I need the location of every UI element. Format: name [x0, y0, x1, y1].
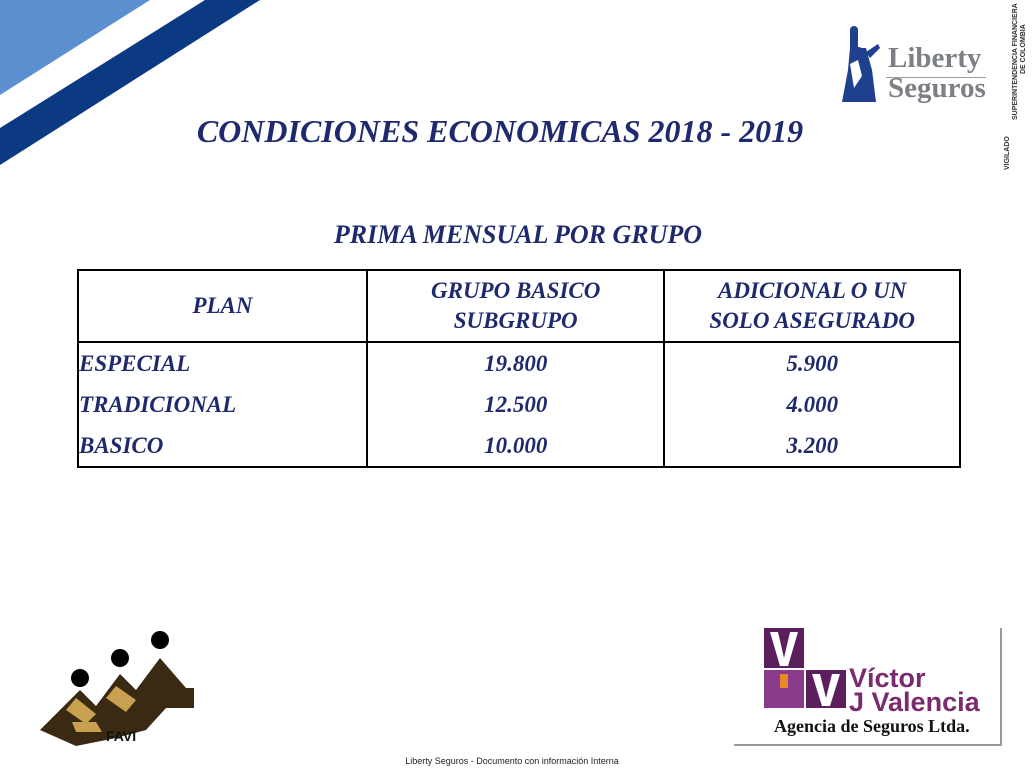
adicional-cell: 4.000 [664, 384, 960, 425]
premium-table [77, 269, 961, 468]
plan-cell: BASICO [78, 425, 367, 467]
grupo-basico-cell: 10.000 [367, 425, 664, 467]
page-title: CONDICIONES ECONOMICAS 2018 - 2019 [196, 113, 804, 149]
agency-subtitle: Agencia de Seguros Ltda. [774, 716, 970, 736]
statue-of-liberty-icon [828, 28, 884, 106]
liberty-word: Liberty [888, 42, 982, 74]
table-row [78, 425, 960, 467]
header-adicional-text: ADICIONAL O UN SOLO ASEGURADO [709, 278, 915, 333]
vigilado-label: VIGILADO [1004, 136, 1011, 170]
favi-label: FAVI [106, 728, 137, 744]
plan-cell: TRADICIONAL [78, 384, 367, 425]
favi-logo [36, 628, 201, 748]
footer-note: Liberty Seguros - Documento con información Interna [405, 756, 619, 766]
adicional-cell: 3.200 [664, 425, 960, 467]
liberty-seguros-logo [828, 28, 988, 108]
table-row [78, 342, 960, 384]
agency-name-line1: Víctor [849, 663, 926, 693]
grupo-basico-cell: 12.500 [367, 384, 664, 425]
header-plan: PLAN [78, 270, 367, 342]
header-adicional [664, 270, 960, 342]
plan-cell: ESPECIAL [78, 342, 367, 384]
vigilado-stamp [1002, 3, 1032, 174]
header-grupo-basico [367, 270, 664, 342]
victor-j-valencia-logo [734, 628, 1002, 746]
agency-name-line2: J Valencia [849, 687, 980, 717]
grupo-basico-cell: 19.800 [367, 342, 664, 384]
adicional-cell: 5.900 [664, 342, 960, 384]
superintendencia-label: SUPERINTENDENCIA FINANCIERA [1012, 3, 1019, 120]
header-grupo-basico-text: GRUPO BASICO SUBGRUPO [431, 278, 601, 333]
table-header-row [78, 270, 960, 342]
seguros-word: Seguros [888, 72, 986, 104]
table-title: PRIMA MENSUAL POR GRUPO [333, 220, 703, 249]
table-row [78, 384, 960, 425]
de-colombia-label: DE COLOMBIA [1020, 24, 1027, 74]
